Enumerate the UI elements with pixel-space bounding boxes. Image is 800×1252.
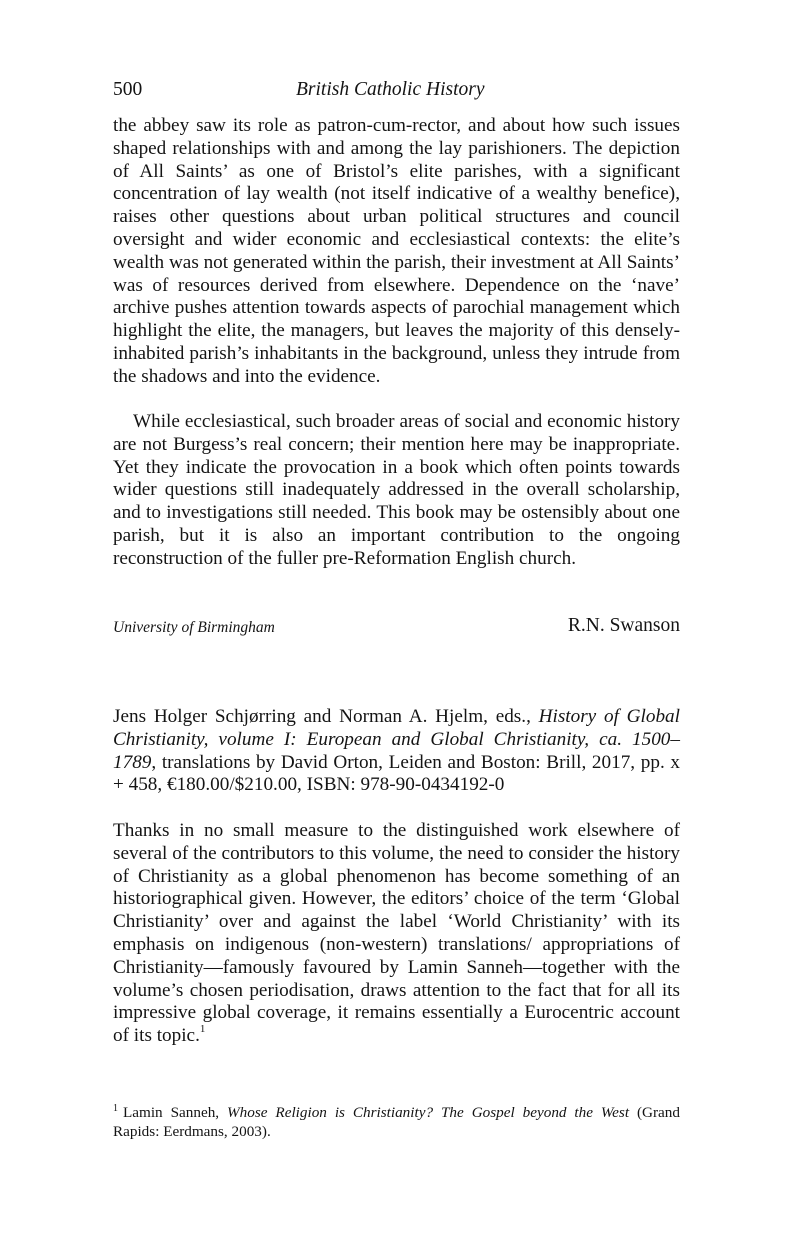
book-citation <box>113 706 680 797</box>
review-signature <box>113 614 680 638</box>
book-title: History of Global Christianity, volume I: European and Global Christianity, ca. 1500–1789 <box>113 706 680 773</box>
book-details: , translations by David Orton, Leiden and Boston: Brill, 2017, pp. x + 458, €180.00/$210.00, ISBN: 978-90-0434192-0 <box>113 751 680 796</box>
footnote-1 <box>113 1104 680 1141</box>
footnote-details: (Grand Rapids: Eerdmans, 2003). <box>113 1104 680 1140</box>
review-1-paragraph-1: the abbey saw its role as patron-cum-rector, and about how such issues shaped relationships with and among the lay parishioners. The depiction of All Saints’ as one of Bristol’s elite parishes, with a significant concentration of lay wealth (not itself indicative of a wealthy benefice), raises other questions about urban political structures and council oversight and wider economic and ecclesiastical contexts: the elite’s wealth was not generated within the parish, their investment at All Saints’ was of resources derived from elsewhere. Dependence on the ‘nave’ archive pushes attention towards aspects of parochial management which highlight the elite, the managers, but leaves the majority of this densely-inhabited parish’s inhabitants in the background, unless they intrude from the shadows and into the evidence. <box>113 115 680 387</box>
footnote-title: Whose Religion is Christianity? The Gospel beyond the West <box>227 1104 630 1121</box>
review-1-paragraph-2: While ecclesiastical, such broader areas of social and economic history are not Burgess’s real concern; their mention here may be inappropriate. Yet they indicate the provocation in a book which often points towards wider questions still inadequately addressed in the overall scholarship, and to investigations still needed. This book may be ostensibly about one parish, but it is also an important contribution to the ongoing reconstruction of the fuller pre-Reformation English church. <box>113 411 680 569</box>
footnote-author: Lamin Sanneh, <box>123 1104 228 1121</box>
footnote-reference[interactable]: 1 <box>199 1023 206 1036</box>
review-2-paragraph-1 <box>113 820 680 1048</box>
running-head <box>113 78 680 102</box>
reviewer-affiliation: University of Birmingham <box>113 619 275 636</box>
footnote-mark: 1 <box>113 1103 118 1114</box>
reviewer-name: R.N. Swanson <box>567 615 680 636</box>
book-editors: Jens Holger Schjørring and Norman A. Hjelm, eds., <box>113 706 539 727</box>
page-number: 500 <box>113 79 143 100</box>
journal-title: British Catholic History <box>296 79 485 100</box>
review-2-paragraph-text: Thanks in no small measure to the distinguished work elsewhere of several of the contributors to this volume, the need to consider the history of Christianity as a global phenomenon has become something of an historiographical given. However, the editors’ choice of the term ‘Global Christianity’ over and against the label ‘World Christianity’ with its emphasis on indigenous (non-western) translations/ appropriations of Christianity—famously favoured by Lamin Sanneh—together with the volume’s chosen periodisation, draws attention to the fact that for all its impressive global coverage, it remains essentially a Eurocentric account of its topic. <box>113 820 680 1047</box>
